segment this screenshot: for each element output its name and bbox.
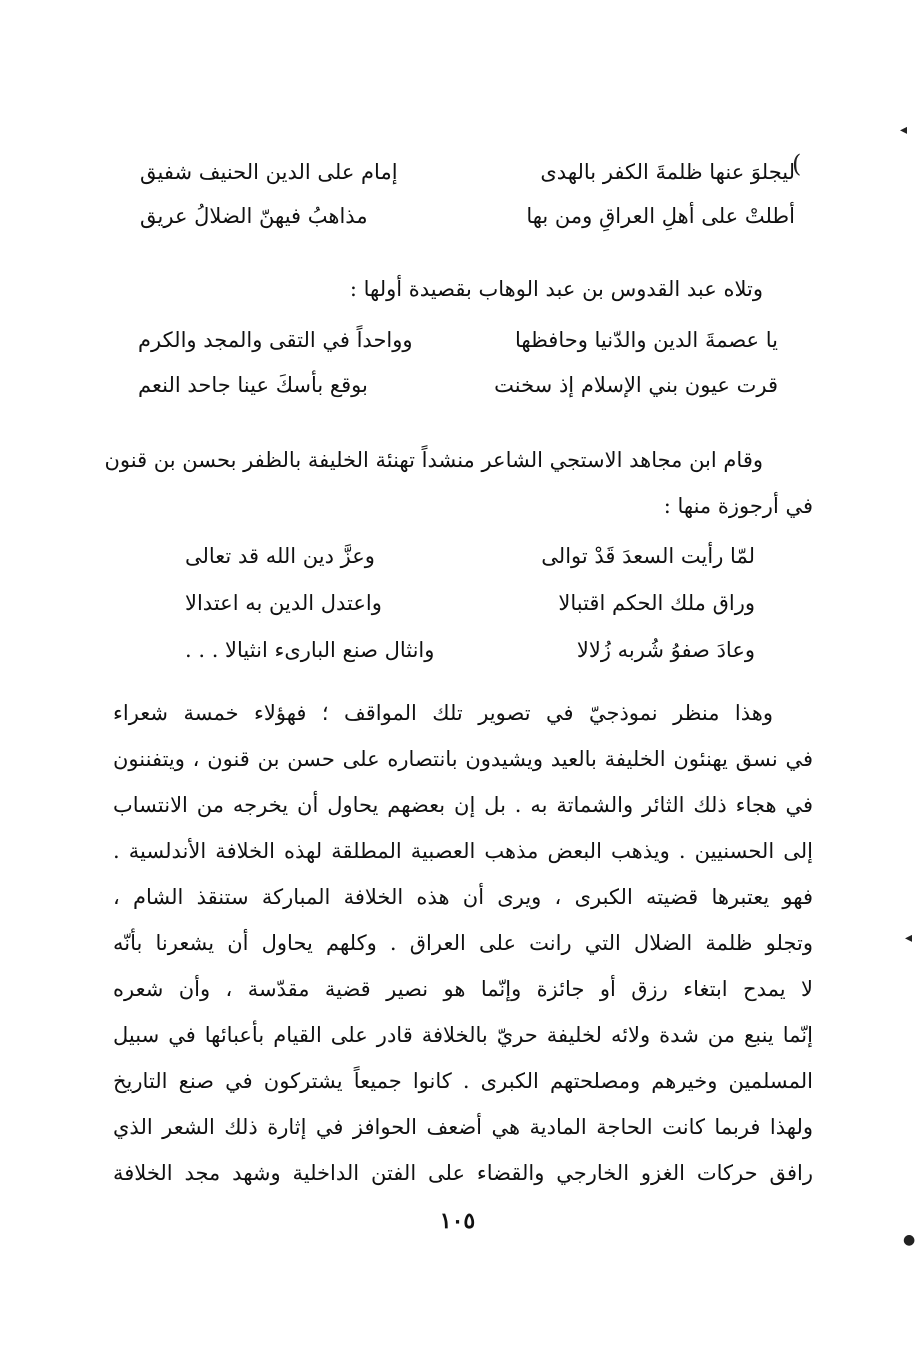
verse-hemistich-second: واعتدل الدين به اعتدالا	[185, 591, 382, 615]
verse-hemistich-second: وواحداً في التقى والمجد والكرم	[138, 328, 413, 352]
paragraph-line: وتجلو ظلمة الضلال التي رانت على العراق . وكلهم يحاول أن يشعرنا بأنّه	[113, 931, 813, 955]
verse-hemistich-first: ليجلوَ عنها ظلمةَ الكفر بالهدى	[540, 160, 795, 184]
paragraph-line: وهذا منظر نموذجيّ في تصوير تلك المواقف ؛ فهؤلاء خمسة شعراء	[113, 701, 773, 725]
verse-line	[185, 640, 755, 661]
verse-hemistich-first: وراق ملك الحكم اقتبالا	[558, 591, 755, 615]
verse-hemistich-second: وانثال صنع البارىء انثيالا . . .	[185, 638, 435, 662]
scan-edge-mark: ●	[903, 1232, 915, 1248]
paragraph-line: في هجاء ذلك الثائر والشماتة به . بل إن بعضهم يحاول أن يخرجه من الانتساب	[113, 793, 813, 817]
verse-line	[138, 330, 778, 351]
verse-hemistich-second: مذاهبُ فيهنّ الضلالُ عريق	[140, 204, 368, 228]
paragraph-line: ولهذا فربما كانت الحاجة المادية هي أضعف الحوافز في إثارة ذلك الشعر الذي	[113, 1115, 813, 1139]
verse-hemistich-first: لمّا رأيت السعدَ قَدْ توالى	[541, 544, 755, 568]
verse-line	[185, 546, 755, 567]
verse-hemistich-second: إمام على الدين الحنيف شفيق	[140, 160, 398, 184]
paragraph-line: إلى الحسنيين . ويذهب البعض مذهب العصبية المطلقة لهذه الخلافة الأندلسية .	[113, 839, 813, 863]
verse-hemistich-second: وعزَّ دين الله قد تعالى	[185, 544, 375, 568]
margin-bracket: (	[792, 150, 802, 178]
verse-hemistich-first: يا عصمةَ الدين والدّنيا وحافظها	[514, 328, 778, 352]
verse-line	[140, 162, 795, 183]
intro-line: في أرجوزة منها :	[663, 494, 813, 518]
paragraph-line: فهو يعتبرها قضيته الكبرى ، ويرى أن هذه الخلافة المباركة ستنقذ الشام ،	[113, 885, 813, 909]
verse-line	[185, 593, 755, 614]
paragraph-line: لا يمدح ابتغاء رزق أو جائزة وإنّما هو نصير قضية مقدّسة ، وأن شعره	[113, 977, 813, 1001]
verse-hemistich-first: قرت عيون بني الإسلام إذ سخنت	[494, 373, 778, 397]
verse-hemistich-first: وعادَ صفوُ شُربه زُلالا	[576, 638, 755, 662]
scan-edge-mark: ◂	[900, 122, 908, 138]
paragraph-line: رافق حركات الغزو الخارجي والقضاء على الفتن الداخلية وشهد مجد الخلافة	[113, 1161, 813, 1185]
verse-hemistich-second: بوقع بأسكَ عينا جاحد النعم	[138, 373, 368, 397]
body-paragraph	[113, 690, 813, 1196]
paragraph-line: المسلمين وخيرهم ومصلحتهم الكبرى . كانوا جميعاً يشتركون في صنع التاريخ	[113, 1069, 813, 1093]
intro-line: وقام ابن مجاهد الاستجي الشاعر منشداً تهنئة الخليفة بالظفر بحسن بن قنون	[104, 448, 763, 472]
verse-line	[140, 206, 795, 227]
intro-line: وتلاه عبد القدوس بن عبد الوهاب بقصيدة أولها :	[349, 277, 763, 301]
verse-line	[138, 375, 778, 396]
scan-edge-mark: ◂	[905, 930, 913, 946]
page-number: ١٠٥	[439, 1208, 476, 1234]
paragraph-line: في نسق يهنئون الخليفة بالعيد ويشيدون بانتصاره على حسن بن قنون ، ويتفننون	[113, 747, 813, 771]
paragraph-line: إنّما ينبع من شدة ولائه لخليفة حريّ بالخلافة قادر على القيام بأعبائها في سبيل	[113, 1023, 813, 1047]
verse-hemistich-first: أطلتْ على أهلِ العراقِ ومن بها	[526, 204, 795, 228]
